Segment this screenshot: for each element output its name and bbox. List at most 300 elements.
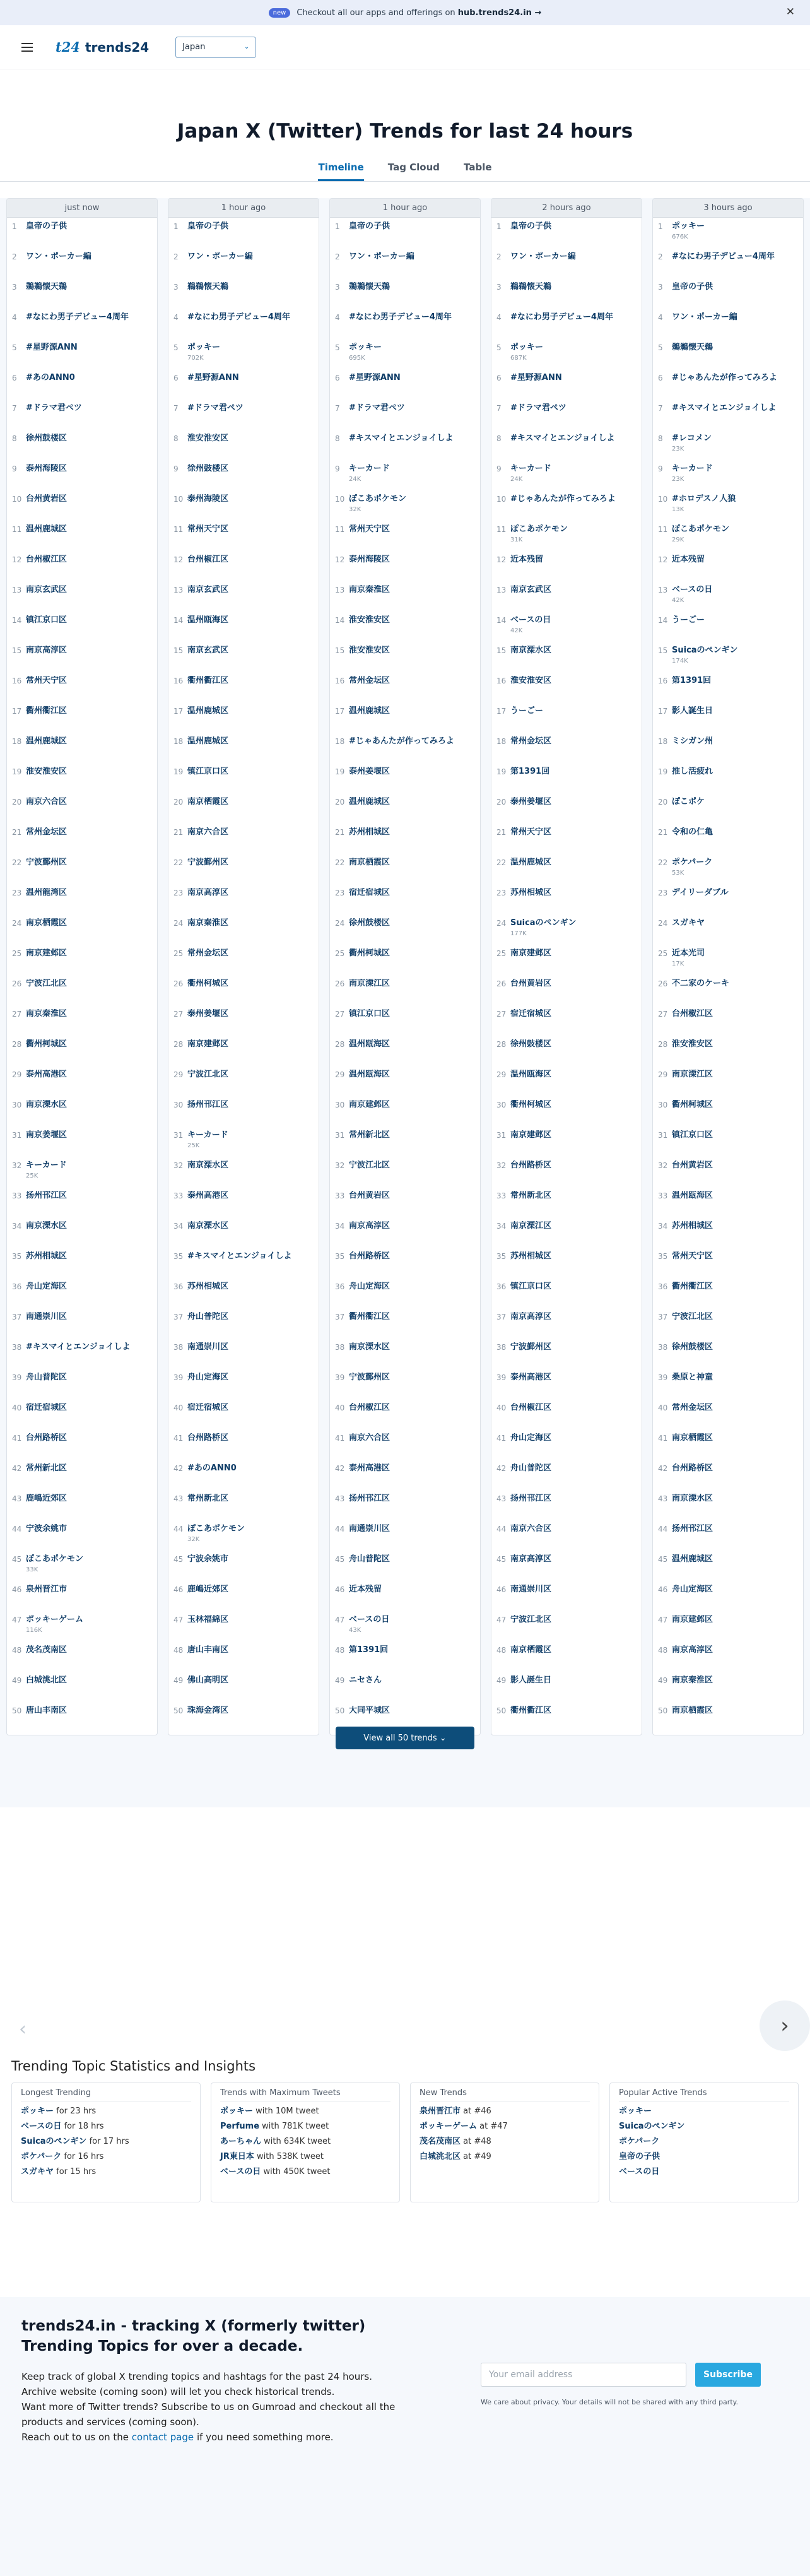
trend-link[interactable]: ニセさん (349, 1675, 382, 1685)
trend-link[interactable]: 南京栖霞区 (672, 1706, 713, 1715)
trend-link[interactable]: 台州黄岩区 (510, 979, 552, 988)
trend-link[interactable]: キーカード (349, 464, 390, 473)
trend-link[interactable]: キーカード (26, 1161, 67, 1170)
tab-tag-cloud[interactable]: Tag Cloud (387, 162, 440, 173)
trend-link[interactable]: 南京建邺区 (187, 1039, 229, 1049)
trend-link[interactable]: #あのANN0 (187, 1463, 237, 1473)
subscribe-button[interactable]: Subscribe (695, 2363, 761, 2387)
trend-link[interactable]: ぽこあポケモン (349, 494, 407, 504)
trend-link[interactable]: #じゃあんたが作ってみろよ (510, 494, 616, 504)
stats-trend-link[interactable]: 泉州晋江市 (420, 2106, 461, 2116)
trend-link[interactable]: キーカード (672, 464, 713, 473)
trend-link[interactable]: 扬州邗江区 (349, 1494, 390, 1503)
trend-link[interactable]: 温州瓯海区 (187, 615, 229, 625)
trend-link[interactable]: 镇江京口区 (349, 1009, 390, 1019)
trend-link[interactable]: 舟山普陀区 (349, 1554, 390, 1564)
trend-link[interactable]: 舟山普陀区 (510, 1463, 552, 1473)
trend-link[interactable]: #ドラマ君ペツ (26, 403, 82, 413)
trend-link[interactable]: 南京秦淮区 (187, 918, 229, 928)
trend-link[interactable]: 南京溧江区 (349, 979, 390, 988)
stats-trend-link[interactable]: JR東日本 (220, 2152, 254, 2161)
trend-link[interactable]: 宿迁宿城区 (510, 1009, 552, 1019)
trend-link[interactable]: 泰州高港区 (510, 1373, 552, 1382)
trend-link[interactable]: ポケパーク (672, 858, 713, 867)
trend-link[interactable]: 宁波鄞州区 (26, 858, 68, 867)
trend-link[interactable]: ポッキー (672, 222, 705, 231)
trend-link[interactable]: 南京栖霞区 (510, 1645, 552, 1655)
trend-link[interactable]: 泰州高港区 (349, 1463, 390, 1473)
trend-link[interactable]: 令和の仁亀 (672, 827, 713, 837)
trend-link[interactable]: 衢州柯城区 (26, 1039, 68, 1049)
trend-link[interactable]: #なにわ男子デビュー4周年 (187, 312, 290, 322)
trend-link[interactable]: 南京溧水区 (187, 1161, 229, 1170)
trend-link[interactable]: 台州椒江区 (187, 555, 229, 564)
trend-link[interactable]: 南京六合区 (349, 1433, 390, 1443)
trend-link[interactable]: キーカード (187, 1130, 228, 1140)
trend-link[interactable]: #ドラマ君ペツ (510, 403, 566, 413)
trend-row (168, 1611, 319, 1641)
stats-trend-link[interactable]: ベースの日 (21, 2122, 62, 2131)
trend-link[interactable]: #星野源ANN (510, 373, 562, 382)
trend-link[interactable]: ポッキーゲーム (26, 1615, 84, 1624)
trend-link[interactable]: ミシガン州 (672, 736, 713, 746)
trend-link[interactable]: 台州路桥区 (510, 1161, 552, 1170)
trend-link[interactable]: 常州新北区 (187, 1494, 229, 1503)
trend-link[interactable]: 南京溧水区 (187, 1221, 229, 1231)
trend-link[interactable]: 镇江京口区 (187, 767, 229, 776)
trend-link[interactable]: 第1391回 (510, 767, 550, 776)
trend-link[interactable]: 鹿嶋近郊区 (187, 1585, 229, 1594)
trend-link[interactable]: 温州龍湾区 (26, 888, 68, 897)
trend-link[interactable]: 鵜鵜懐天鵜 (187, 282, 229, 292)
trend-link[interactable]: #なにわ男子デビュー4周年 (510, 312, 613, 322)
trend-link[interactable]: 南京玄武区 (26, 585, 68, 594)
trend-rank: 16 (496, 676, 507, 685)
stats-trend-link[interactable]: ポケパーク (619, 2137, 660, 2146)
trend-link[interactable]: 第1391回 (672, 676, 712, 685)
trend-link[interactable]: 泰州姜堰区 (349, 767, 390, 776)
trend-link[interactable]: 淮安淮安区 (187, 434, 229, 443)
trend-link[interactable]: 大同平城区 (349, 1706, 390, 1715)
trend-link[interactable]: 温州鹿城区 (510, 858, 552, 867)
stats-trend-link[interactable]: 皇帝の子供 (619, 2152, 660, 2161)
trend-link[interactable]: #星野源ANN (26, 343, 78, 352)
trend-link[interactable]: 苏州相城区 (187, 1282, 229, 1291)
trend-link[interactable]: 宁波余姚市 (26, 1524, 68, 1533)
trend-link[interactable]: #星野源ANN (187, 373, 239, 382)
trend-link[interactable]: 宁波鄞州区 (510, 1342, 552, 1352)
trend-link[interactable]: 泰州海陵区 (349, 555, 390, 564)
trend-link[interactable]: 佛山高明区 (187, 1675, 229, 1685)
trend-link[interactable]: 皇帝の子供 (26, 222, 68, 231)
trend-link[interactable]: 南京六合区 (510, 1524, 552, 1533)
trend-link[interactable]: 镇江京口区 (26, 615, 68, 625)
trend-link[interactable]: ベースの日 (672, 585, 713, 594)
trend-link[interactable]: 宿迁宿城区 (187, 1403, 229, 1412)
trend-link[interactable]: 淮安淮安区 (672, 1039, 713, 1049)
trend-link[interactable]: 南京建邺区 (26, 948, 68, 958)
close-icon[interactable]: ✕ (785, 6, 795, 18)
trend-link[interactable]: ベースの日 (349, 1615, 390, 1624)
trend-link[interactable]: ワン・ポーカー編 (672, 312, 737, 322)
trend-link[interactable]: 鵜鵜懐天鵜 (672, 343, 713, 352)
trend-link[interactable]: Suicaのペンギン (672, 646, 738, 655)
trend-link[interactable]: #あのANN0 (26, 373, 75, 382)
trend-link[interactable]: 常州金坛区 (26, 827, 68, 837)
trend-link[interactable]: 南京溧江区 (672, 1070, 713, 1079)
trend-link[interactable]: 衢州衢江区 (26, 706, 68, 716)
stats-trend-link[interactable]: あーちゃん (220, 2137, 262, 2146)
country-select[interactable] (175, 37, 256, 58)
trend-rank: 48 (12, 1646, 22, 1655)
trend-link[interactable]: 苏州相城区 (510, 1251, 552, 1261)
trend-link[interactable]: 舟山普陀区 (26, 1373, 68, 1382)
trend-link[interactable]: #星野源ANN (349, 373, 401, 382)
stats-trend-link[interactable]: Perfume (220, 2122, 260, 2131)
trend-link[interactable]: 玉林福綿区 (187, 1615, 229, 1624)
trend-link[interactable]: 南京高淳区 (510, 1554, 552, 1564)
trend-link[interactable]: 衢州衢江区 (672, 1282, 713, 1291)
trend-link[interactable]: 温州鹿城区 (349, 797, 390, 806)
trend-link[interactable]: 温州瓯海区 (349, 1039, 390, 1049)
trend-link[interactable]: ぽこあポケモン (672, 524, 730, 534)
trend-link[interactable]: 南京溧水区 (26, 1100, 68, 1109)
trend-link[interactable]: スガキヤ (672, 918, 705, 928)
trend-link[interactable]: 温州瓯海区 (349, 1070, 390, 1079)
trend-link[interactable]: 南京高淳区 (672, 1645, 713, 1655)
trend-link[interactable]: 南京高淳区 (187, 888, 229, 897)
trend-link[interactable]: 南京栖霞区 (672, 1433, 713, 1443)
trend-link[interactable]: 衢州柯城区 (672, 1100, 713, 1109)
trend-link[interactable]: 台州路桥区 (349, 1251, 390, 1261)
trend-link[interactable]: 常州金坛区 (187, 948, 229, 958)
trend-link[interactable]: 南京建邺区 (672, 1615, 713, 1624)
trend-link[interactable]: 影人誕生日 (510, 1675, 552, 1685)
trend-rank: 19 (173, 767, 184, 776)
trend-link[interactable]: 南京溧水区 (510, 646, 552, 655)
trend-link[interactable]: 南京姜堰区 (26, 1130, 68, 1140)
trend-link[interactable]: 扬州邗江区 (26, 1191, 68, 1200)
trend-link[interactable]: #キスマイとエンジョイしよ (26, 1342, 131, 1352)
trend-link[interactable]: 泰州高港区 (187, 1191, 229, 1200)
trend-link[interactable]: 桑原と神童 (672, 1373, 713, 1382)
trend-link[interactable]: 镇江京口区 (510, 1282, 552, 1291)
trend-link[interactable]: 温州鹿城区 (672, 1554, 713, 1564)
trend-link[interactable]: 宁波江北区 (349, 1161, 390, 1170)
trend-row (168, 672, 319, 702)
trend-link[interactable]: 南通崇川区 (349, 1524, 390, 1533)
trend-link[interactable]: 泰州海陵区 (26, 464, 68, 473)
trend-link[interactable]: ワン・ポーカー編 (510, 252, 576, 261)
trend-link[interactable]: ポッキー (349, 343, 382, 352)
trend-link[interactable]: ベースの日 (510, 615, 551, 625)
trend-link[interactable]: 常州天宁区 (510, 827, 552, 837)
trend-link[interactable]: 南京秦淮区 (26, 1009, 68, 1019)
trend-row (653, 309, 803, 339)
trend-link[interactable]: 舟山定海区 (510, 1433, 552, 1443)
tab-table[interactable]: Table (464, 162, 492, 173)
trend-link[interactable]: 宁波江北区 (187, 1070, 229, 1079)
trend-link[interactable]: 衢州柯城区 (187, 979, 229, 988)
trend-link[interactable]: 南京玄武区 (187, 585, 229, 594)
trend-link[interactable]: ワン・ポーカー編 (349, 252, 414, 261)
trend-link[interactable]: 南京栖霞区 (187, 797, 229, 806)
trend-link[interactable]: 南京建邺区 (510, 1130, 552, 1140)
trend-link[interactable]: 泉州晋江市 (26, 1585, 68, 1594)
trend-link[interactable]: Suicaのペンギン (510, 918, 577, 928)
trend-link[interactable]: 台州路桥区 (187, 1433, 229, 1443)
trend-link[interactable]: 南京溧水区 (672, 1494, 713, 1503)
trend-link[interactable]: 珠海金湾区 (187, 1706, 229, 1715)
trend-row (168, 914, 319, 945)
trend-link[interactable]: 温州鹿城区 (26, 736, 68, 746)
trend-link[interactable]: 皇帝の子供 (349, 222, 390, 231)
trend-link[interactable]: #ドラマ君ペツ (349, 403, 405, 413)
trend-link[interactable]: 南通崇川区 (26, 1312, 68, 1321)
trend-link[interactable]: 近本残留 (349, 1585, 382, 1594)
trend-rank: 29 (496, 1070, 507, 1079)
trend-link[interactable]: 唐山丰南区 (187, 1645, 229, 1655)
trend-link[interactable]: 宁波江北区 (510, 1615, 552, 1624)
trend-link[interactable]: 温州瓯海区 (510, 1070, 552, 1079)
trend-link[interactable]: 南京溧水区 (26, 1221, 68, 1231)
trend-link[interactable]: 皇帝の子供 (510, 222, 552, 231)
trend-link[interactable]: 南京栖霞区 (349, 858, 390, 867)
trend-link[interactable]: 泰州姜堰区 (510, 797, 552, 806)
column-time: just now (7, 199, 157, 218)
tab-timeline[interactable]: Timeline (318, 162, 363, 181)
trend-link[interactable]: 舟山定海区 (26, 1282, 68, 1291)
trend-link[interactable]: 宿迁宿城区 (349, 888, 390, 897)
trend-link[interactable]: 不二家のケーキ (672, 979, 730, 988)
trend-link[interactable]: 宁波鄞州区 (349, 1373, 390, 1382)
trend-link[interactable]: 扬州邗江区 (510, 1494, 552, 1503)
trend-link[interactable]: 衢州柯城区 (349, 948, 390, 958)
trend-link[interactable]: 南通崇川区 (187, 1342, 229, 1352)
trend-link[interactable]: うーごー (672, 615, 705, 625)
trend-link[interactable]: 徐州鼓楼区 (349, 918, 390, 928)
trend-row (653, 1460, 803, 1490)
trend-link[interactable]: 台州路桥区 (672, 1463, 713, 1473)
stats-trend-link[interactable]: 白城洮北区 (420, 2152, 461, 2161)
trend-link[interactable]: うーごー (510, 706, 544, 716)
trend-link[interactable]: ワン・ポーカー編 (26, 252, 91, 261)
trend-link[interactable]: キーカード (510, 464, 551, 473)
trend-link[interactable]: 苏州相城区 (510, 888, 552, 897)
trend-link[interactable]: 近本光司 (672, 948, 705, 958)
trend-link[interactable]: 温州鹿城区 (187, 736, 229, 746)
trend-link[interactable]: 苏州相城区 (349, 827, 390, 837)
trend-link[interactable]: 台州椒江区 (672, 1009, 713, 1019)
trend-link[interactable]: 衢州柯城区 (510, 1100, 552, 1109)
trend-link[interactable]: 台州路桥区 (26, 1433, 68, 1443)
stats-trend-link[interactable]: ポッキー (21, 2106, 54, 2116)
trend-rank: 46 (173, 1585, 184, 1594)
trend-link[interactable]: 宁波鄞州区 (187, 858, 229, 867)
trend-link[interactable]: #じゃあんたが作ってみろよ (672, 373, 777, 382)
trend-link[interactable]: 南京玄武区 (510, 585, 552, 594)
trend-link[interactable]: 南京建邺区 (510, 948, 552, 958)
trend-link[interactable]: 温州鹿城区 (349, 706, 390, 716)
trend-link[interactable]: 南京秦淮区 (349, 585, 390, 594)
trend-row (7, 1308, 157, 1338)
trend-rank: 36 (658, 1282, 668, 1291)
trend-link[interactable]: 皇帝の子供 (187, 222, 229, 231)
trend-link[interactable]: 南京栖霞区 (26, 918, 68, 928)
trend-link[interactable]: 鹿嶋近郊区 (26, 1494, 68, 1503)
trend-link[interactable]: 影人誕生日 (672, 706, 713, 716)
banner-link[interactable]: hub.trends24.in → (457, 8, 542, 18)
trend-link[interactable]: 泰州高港区 (26, 1070, 68, 1079)
trend-link[interactable]: #なにわ男子デビュー4周年 (349, 312, 452, 322)
trend-link[interactable]: 舟山定海区 (349, 1282, 390, 1291)
trend-link[interactable]: 台州椒江区 (26, 555, 68, 564)
trend-link[interactable]: 温州鹿城区 (26, 524, 68, 534)
trend-link[interactable]: 常州天宁区 (672, 1251, 713, 1261)
trend-link[interactable]: #じゃあんたが作ってみろよ (349, 736, 454, 746)
trend-link[interactable]: 推し活疲れ (672, 767, 713, 776)
trend-link[interactable]: 南京高淳区 (510, 1312, 552, 1321)
trend-link[interactable]: #ホロデスノ人狼 (672, 494, 736, 504)
trend-link[interactable]: 鵜鵜懐天鵜 (510, 282, 552, 292)
trend-link[interactable]: 常州金坛区 (510, 736, 552, 746)
trend-link[interactable]: 台州黄岩区 (349, 1191, 390, 1200)
trend-link[interactable]: 白城洮北区 (26, 1675, 68, 1685)
trend-link[interactable]: ぽこあポケモン (187, 1524, 245, 1533)
trend-link[interactable]: 南京六合区 (187, 827, 229, 837)
trend-link[interactable]: 徐州鼓楼区 (672, 1342, 713, 1352)
trend-link[interactable]: 南京六合区 (26, 797, 68, 806)
stats-trend-link[interactable]: スガキヤ (21, 2167, 54, 2177)
trend-rank: 37 (12, 1313, 22, 1321)
trend-link[interactable]: 常州金坛区 (672, 1403, 713, 1412)
trend-link[interactable]: 常州新北区 (26, 1463, 68, 1473)
trend-link[interactable]: 常州天宁区 (349, 524, 390, 534)
trend-link[interactable]: 苏州相城区 (26, 1251, 68, 1261)
trend-link[interactable]: 南京高淳区 (349, 1221, 390, 1231)
trend-link[interactable]: 常州新北区 (510, 1191, 552, 1200)
trend-link[interactable]: 常州新北区 (349, 1130, 390, 1140)
trend-link[interactable]: 唐山丰南区 (26, 1706, 68, 1715)
trend-link[interactable]: #キスマイとエンジョイしよ (349, 434, 454, 443)
stats-trend-link[interactable]: ベースの日 (619, 2167, 660, 2177)
trend-link[interactable]: 常州金坛区 (349, 676, 390, 685)
trend-link[interactable]: ぽこポケ (672, 797, 705, 806)
trend-link[interactable]: 南通崇川区 (510, 1585, 552, 1594)
trend-link[interactable]: #レコメン (672, 434, 712, 443)
stats-trend-link[interactable]: Suicaのペンギン (619, 2122, 685, 2131)
trend-link[interactable]: 扬州邗江区 (187, 1100, 229, 1109)
trend-link[interactable]: 温州鹿城区 (187, 706, 229, 716)
trend-link[interactable]: 温州瓯海区 (672, 1191, 713, 1200)
stats-trend-link[interactable]: ポケパーク (21, 2152, 62, 2161)
trend-link[interactable]: 南京高淳区 (26, 646, 68, 655)
trend-link[interactable]: 近本残留 (672, 555, 705, 564)
trend-link[interactable]: 淮安淮安区 (349, 646, 390, 655)
stats-trend-link[interactable]: ポッキー (619, 2106, 652, 2116)
trend-link[interactable]: 南京溧水区 (349, 1342, 390, 1352)
stats-trend-link[interactable]: Suicaのペンギン (21, 2137, 87, 2146)
site-logo[interactable] (56, 39, 149, 55)
trend-link[interactable]: 舟山定海区 (672, 1585, 713, 1594)
trend-link[interactable]: 南京秦淮区 (672, 1675, 713, 1685)
trend-link[interactable]: 衢州衢江区 (349, 1312, 390, 1321)
chevron-right-icon[interactable]: › (760, 2000, 810, 2051)
trend-link[interactable]: 鵜鵜懐天鵜 (349, 282, 390, 292)
trend-link[interactable]: ワン・ポーカー編 (187, 252, 253, 261)
trend-link[interactable]: 南京溧江区 (510, 1221, 552, 1231)
trend-link[interactable]: 鵜鵜懐天鵜 (26, 282, 68, 292)
trend-link[interactable]: 镇江京口区 (672, 1130, 713, 1140)
trend-link[interactable]: 宁波江北区 (672, 1312, 713, 1321)
contact-link[interactable]: contact page (131, 2431, 194, 2443)
trend-link[interactable]: 舟山普陀区 (187, 1312, 229, 1321)
trend-link[interactable]: 近本残留 (510, 555, 544, 564)
menu-icon[interactable] (21, 43, 33, 52)
trend-link[interactable]: 舟山定海区 (187, 1373, 229, 1382)
stats-trend-link[interactable]: ポッキーゲーム (420, 2122, 478, 2131)
trend-rank: 12 (335, 555, 345, 564)
trend-link[interactable]: 常州天宁区 (187, 524, 229, 534)
trend-link[interactable]: 淮安淮安区 (510, 676, 552, 685)
trend-link[interactable]: 台州黄岩区 (672, 1161, 713, 1170)
stats-trend-link[interactable]: 茂名茂南区 (420, 2137, 461, 2146)
trend-link[interactable]: 徐州鼓楼区 (187, 464, 229, 473)
trend-link[interactable]: 衢州衢江区 (187, 676, 229, 685)
trend-link[interactable]: ぽこあポケモン (510, 524, 568, 534)
trend-link[interactable]: 皇帝の子供 (672, 282, 713, 292)
trend-link[interactable]: 苏州相城区 (672, 1221, 713, 1231)
trend-link[interactable]: #ドラマ君ペツ (187, 403, 244, 413)
trend-link[interactable]: 衢州衢江区 (510, 1706, 552, 1715)
trend-link[interactable]: 淮安淮安区 (26, 767, 68, 776)
trend-link[interactable]: 第1391回 (349, 1645, 389, 1655)
trend-link[interactable]: 淮安淮安区 (349, 615, 390, 625)
trend-link[interactable]: デイリーダブル (672, 888, 729, 897)
stats-trend-link[interactable]: ベースの日 (220, 2167, 261, 2177)
trend-link[interactable]: ぽこあポケモン (26, 1554, 84, 1564)
trend-link[interactable]: ポッキー (510, 343, 544, 352)
trend-link[interactable]: #なにわ男子デビュー4周年 (672, 252, 775, 261)
view-all-button[interactable]: View all 50 trends ⌄ (336, 1727, 474, 1749)
trend-row (7, 551, 157, 581)
trend-link[interactable]: 南京玄武区 (187, 646, 229, 655)
email-input[interactable]: Your email address (481, 2363, 686, 2387)
trend-link[interactable]: 宁波余姚市 (187, 1554, 229, 1564)
trend-link[interactable]: 南京建邺区 (349, 1100, 390, 1109)
trend-link[interactable]: ポッキー (187, 343, 221, 352)
trend-link[interactable]: 泰州海陵区 (187, 494, 229, 504)
trend-link[interactable]: 台州椒江区 (510, 1403, 552, 1412)
stats-cards (11, 2083, 800, 2202)
chevron-left-icon[interactable]: ‹ (19, 2018, 26, 2040)
trend-link[interactable]: 台州黄岩区 (26, 494, 68, 504)
trend-link[interactable]: 扬州邗江区 (672, 1524, 713, 1533)
trend-link[interactable]: 宁波江北区 (26, 979, 68, 988)
stats-trend-link[interactable]: ポッキー (220, 2106, 254, 2116)
trend-link[interactable]: #キスマイとエンジョイしよ (672, 403, 777, 413)
trend-link[interactable]: #キスマイとエンジョイしよ (187, 1251, 292, 1261)
trend-link[interactable]: 宿迁宿城区 (26, 1403, 68, 1412)
trend-link[interactable]: #なにわ男子デビュー4周年 (26, 312, 129, 322)
trend-link[interactable]: 徐州鼓楼区 (26, 434, 68, 443)
trend-link[interactable]: 台州椒江区 (349, 1403, 390, 1412)
trend-link[interactable]: 徐州鼓楼区 (510, 1039, 552, 1049)
trend-link[interactable]: 常州天宁区 (26, 676, 68, 685)
trend-link[interactable]: #キスマイとエンジョイしよ (510, 434, 615, 443)
trend-link[interactable]: 茂名茂南区 (26, 1645, 68, 1655)
trend-link[interactable]: 泰州姜堰区 (187, 1009, 229, 1019)
